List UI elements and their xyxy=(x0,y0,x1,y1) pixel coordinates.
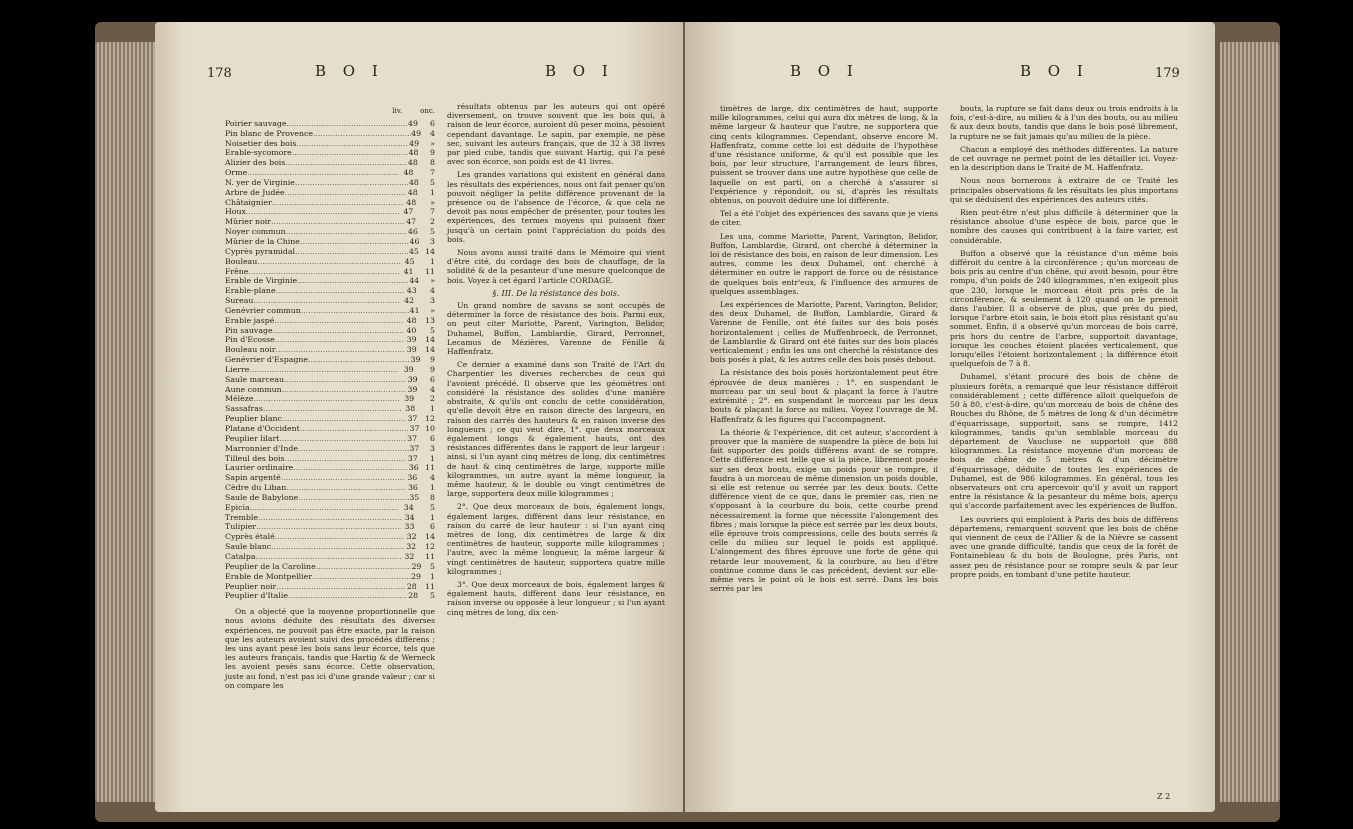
running-head: B O I xyxy=(1020,62,1089,80)
weight-livres: 44 xyxy=(409,276,420,286)
leader-dots xyxy=(296,139,408,149)
weight-onces: 13 xyxy=(425,315,435,325)
weight-livres: 46 xyxy=(409,236,420,246)
leader-dots xyxy=(275,532,405,542)
weight-onces: 1 xyxy=(430,404,435,414)
col-header-liv: liv. xyxy=(392,107,403,115)
tree-name: Pin sauvage xyxy=(225,325,273,335)
weight-onces: 11 xyxy=(425,551,435,561)
weight-livres: 45 xyxy=(404,256,415,266)
weight-livres: 39 xyxy=(406,345,417,355)
weight-livres: 40 xyxy=(406,325,417,335)
tree-name: Frêne xyxy=(225,266,249,276)
paragraph: Chacun a employé des méthodes différentes. La nature de cet ouvrage ne permet point de les détailler ici. Voyez-en la description dans le Traité de M. Haffenfratz. xyxy=(950,144,1178,173)
table-row xyxy=(225,414,435,424)
right-page xyxy=(685,22,1215,812)
weight-livres: 48 xyxy=(407,187,418,197)
weight-livres: 34 xyxy=(403,502,414,512)
weight-livres: 48 xyxy=(408,148,419,158)
weight-onces: 14 xyxy=(425,532,435,542)
leader-dots xyxy=(271,217,404,227)
tree-name: Peuplier lilart xyxy=(225,433,280,443)
weight-livres: 48 xyxy=(408,177,419,187)
weight-livres: 36 xyxy=(407,473,418,483)
weight-livres: 48 xyxy=(403,168,414,178)
weight-livres: 32 xyxy=(404,551,415,561)
weight-onces: 5 xyxy=(430,325,435,335)
table-row xyxy=(225,552,435,562)
weight-livres: 46 xyxy=(407,227,418,237)
table-row xyxy=(225,247,435,257)
weight-onces: 5 xyxy=(430,227,435,237)
tree-name: Peuplier blanc xyxy=(225,414,282,424)
table-row xyxy=(225,335,435,345)
table-row xyxy=(225,385,435,395)
weight-livres: 49 xyxy=(411,128,422,138)
weight-onces: » xyxy=(430,305,435,315)
section-heading: §. III. De la résistance des bois. xyxy=(492,288,620,298)
table-row xyxy=(225,326,435,336)
weight-livres: 34 xyxy=(404,512,415,522)
table-row xyxy=(225,355,435,365)
tree-name: Cyprès étalé xyxy=(225,532,275,542)
leader-dots xyxy=(308,355,410,365)
table-row xyxy=(225,591,435,601)
table-row xyxy=(225,375,435,385)
table-row xyxy=(225,493,435,503)
weight-onces: 5 xyxy=(430,502,435,512)
tree-name: Tulipier xyxy=(225,522,257,532)
weight-onces: 4 xyxy=(430,473,435,483)
tree-name: Peuplier d'Italie xyxy=(225,591,288,601)
table-header xyxy=(225,107,435,117)
table-row xyxy=(225,542,435,552)
table-row xyxy=(225,365,435,375)
leader-dots xyxy=(279,434,405,444)
left-page-edges xyxy=(95,42,155,802)
weight-onces: 12 xyxy=(425,542,435,552)
tree-name: Mûrier noir xyxy=(225,217,271,227)
tree-name: Saule blanc xyxy=(225,542,272,552)
page-number: 179 xyxy=(1155,66,1180,81)
leader-dots xyxy=(284,375,406,385)
tree-name: Catalpa xyxy=(225,551,256,561)
weight-livres: 48 xyxy=(406,197,417,207)
table-row xyxy=(225,394,435,404)
table-row xyxy=(225,267,435,277)
leader-dots xyxy=(300,237,409,247)
weight-livres: 48 xyxy=(406,315,417,325)
tree-name: Erable de Montpellier xyxy=(225,571,312,581)
leader-dots xyxy=(286,483,406,493)
weight-livres: 43 xyxy=(406,286,417,296)
leader-dots xyxy=(300,424,409,434)
weight-onces: 3 xyxy=(430,296,435,306)
table-row xyxy=(225,572,435,582)
table-row xyxy=(225,562,435,572)
weight-livres: 37 xyxy=(407,414,418,424)
weight-onces: 6 xyxy=(430,433,435,443)
leader-dots xyxy=(263,404,402,414)
table-row xyxy=(225,227,435,237)
tree-name: Lierre xyxy=(225,364,250,374)
leader-dots xyxy=(272,198,404,208)
weight-onces: » xyxy=(430,276,435,286)
paragraph: On a objecté que la moyenne proportionnelle que nous avions déduite des résultats des diverses expériences, ne pouvoit pas être exacte, par la raison que les auteurs avoient suivi des procédés différens ; les uns ayant pesé les bois sans leur écorce, tels que les auteurs français, tandis que Hartig & de Werneck les avoient pesés sans écorce. Cette observation, juste au fond, n'est pas ici d'une grande valeur ; car si on compare les xyxy=(225,607,435,690)
leader-dots xyxy=(246,207,399,217)
signature-mark: Z 2 xyxy=(1157,792,1171,801)
paragraph: résultats obtenus par les auteurs qui ont opéré diversement, on trouve souvent que les bois qui, à raison de leur écorce, auroient dû peser moins, pèsoient cependant davantage. Le sapin, par exemple, ne pèse sec, suivant les auteurs français, que de 32 à 38 livres par pied cube, tandis que suivant Hartig, qui l'a pesé avec son écorce, son poids est de 41 livres. xyxy=(447,102,665,167)
table-row xyxy=(225,188,435,198)
tree-name: Sassafras xyxy=(225,404,263,414)
tree-name: Pin d'Ecosse xyxy=(225,335,275,345)
table-row xyxy=(225,168,435,178)
paragraph: bouts, la rupture se fait dans deux ou trois endroits à la fois, c'est-à-dire, au milieu & à l'un des bouts, ou au milieu & aux deux bouts, tandis que dans le bois posé librement, la rupture ne se fait jamais qu'au milieu de la pièce. xyxy=(950,104,1178,141)
paragraph: 3°. Que deux morceaux de bois, également larges & également hauts, diffèrent dans leur résistance, en raison inverse ou opposée à leur longueur ; si l'un ayant cinq mètres de long, dix cen- xyxy=(447,579,665,617)
weight-onces: 3 xyxy=(430,236,435,246)
paragraph: Les grandes variations qui existent en général dans les résultats des expériences, nous ont fait penser qu'on pouvoit négliger la petite différence provenant de la présence ou de l'absence de l'écorce, & que cela ne devoit pas nous empêcher de présenter, pour toutes les expériences, des termes moyens qui puissent fixer jusqu'à un certain point l'appréciation du poids des bois. xyxy=(447,170,665,244)
text-column xyxy=(950,104,1178,583)
table-row xyxy=(225,257,435,267)
leader-dots xyxy=(295,247,408,257)
weight-livres: 49 xyxy=(409,138,420,148)
weight-livres: 47 xyxy=(406,217,417,227)
table-row xyxy=(225,454,435,464)
table-body xyxy=(225,119,435,601)
leader-dots xyxy=(293,463,408,473)
tree-name: Cyprès pyramidal xyxy=(225,246,295,256)
paragraph: Duhamel, s'étant procuré des bois de chêne de plusieurs forêts, a remarqué que leur résistance différoit considérablement ; cette différence alloit quelquefois de 50 à 80, c'est-à-dire, qu'un morceau de bois de chêne des Bouches du Rhône, de 5 mètres de long & d'un décimètre d'équarrissage, supportoit, sans se rompre, 1412 kilogrammes, tandis qu'un semblable morceau du département de Vaucluse ne supportoit que 888 kilogrammes. La résistance moyenne d'un morceau de bois de chêne de 5 mètres & d'un décimètre d'équarrissage, déduite de toutes les expériences de Duhamel, est de 986 kilogrammes. En général, tous les observateurs ont cru apercevoir qu'il y avoit un rapport entre la résistance & la pesanteur du même bois, aperçu qui s'accorde parfaitement avec les expériences de Buffon. xyxy=(950,372,1178,511)
weight-onces: 8 xyxy=(430,158,435,168)
table-row xyxy=(225,148,435,158)
weight-onces: 7 xyxy=(430,207,435,217)
page-number: 178 xyxy=(207,66,232,81)
weight-onces: 1 xyxy=(430,571,435,581)
table-row xyxy=(225,582,435,592)
table-row xyxy=(225,434,435,444)
weight-onces: 11 xyxy=(425,266,435,276)
paragraph: Tel a été l'objet des expériences des savans que je viens de citer. xyxy=(710,209,938,228)
table-row xyxy=(225,158,435,168)
weight-livres: 32 xyxy=(406,532,417,542)
leader-dots xyxy=(276,345,405,355)
leader-dots xyxy=(297,276,408,286)
table-row xyxy=(225,178,435,188)
tree-name: Houx xyxy=(225,207,246,217)
weight-onces: 12 xyxy=(425,414,435,424)
table-row xyxy=(225,198,435,208)
open-book xyxy=(95,22,1280,822)
paragraph: Nous avons aussi traité dans le Mémoire qui vient d'être cité, du cordage des bois de chauffage, de la solidité & de la pesanteur d'une mesure quelconque de bois. Voyez à cet égard l'article CORDAGE. xyxy=(447,248,665,285)
weight-livres: 35 xyxy=(409,492,420,502)
table-row xyxy=(225,276,435,286)
tree-name: Mélèze xyxy=(225,394,254,404)
weight-livres: 41 xyxy=(403,266,414,276)
leader-dots xyxy=(250,503,400,513)
weight-onces: 1 xyxy=(430,483,435,493)
leader-dots xyxy=(276,286,405,296)
leader-dots xyxy=(271,542,403,552)
table-row xyxy=(225,139,435,149)
table-row xyxy=(225,306,435,316)
tree-name: Erable de Virginie xyxy=(225,276,298,286)
leader-dots xyxy=(256,522,401,532)
weight-livres: 28 xyxy=(406,581,417,591)
leader-dots xyxy=(312,572,411,582)
tree-name: Tremble xyxy=(225,512,259,522)
weight-onces: 1 xyxy=(430,453,435,463)
tree-name: Genévrier commun xyxy=(225,305,301,315)
leader-dots xyxy=(313,129,411,139)
leader-dots xyxy=(282,385,406,395)
table-row xyxy=(225,503,435,513)
running-head: B O I xyxy=(315,62,384,80)
weight-onces: » xyxy=(430,138,435,148)
text-column xyxy=(710,104,938,597)
col-header-onc: onc. xyxy=(420,107,435,115)
leader-dots xyxy=(298,444,409,454)
weight-livres: 39 xyxy=(403,364,414,374)
tree-name: N. yer de Virginie xyxy=(225,177,295,187)
table-row xyxy=(225,513,435,523)
table-row xyxy=(225,237,435,247)
weight-livres: 29 xyxy=(411,561,422,571)
weight-onces: » xyxy=(430,197,435,207)
leader-dots xyxy=(276,582,404,592)
leader-dots xyxy=(287,119,407,129)
leader-dots xyxy=(301,306,409,316)
table-row xyxy=(225,522,435,532)
weight-onces: 2 xyxy=(430,394,435,404)
tree-name: Châtaignier xyxy=(225,197,272,207)
weight-onces: 11 xyxy=(425,463,435,473)
weight-onces: 5 xyxy=(430,177,435,187)
weight-livres: 38 xyxy=(405,404,416,414)
paragraph: La résistance des bois posés horizontalement peut être éprouvée de deux manières : 1°. en suspendant le morceau par un seul bout & plaçant la force à l'autre extrémité ; 2°. en suspendant le morceau par les deux bouts & plaçant la force au milieu. Voyez l'ouvrage de M. Haffenfratz & les figures qui l'accompagnent. xyxy=(710,368,938,424)
weight-livres: 39 xyxy=(410,355,421,365)
weight-livres: 37 xyxy=(407,433,418,443)
paragraph: 2°. Que deux morceaux de bois, également longs, également larges, différent dans leur résistance, en raison du carré de leur hauteur : si l'un ayant cinq mètres de long, dix centimètres de large & dix centimètres de hauteur, supporte mille kilogrammes ; l'autre, avec la même longueur, la même largeur & vingt centimètres de hauteur, supportera quatre mille kilogrammes ; xyxy=(447,502,665,576)
paragraph: Les expériences de Mariotte, Parent, Varington, Belidor, des deux Duhamel, de Buffon, Lamblardie, Girard & Varenne de Fenille, ont été faites sur des bois posés horizontalement ; celles de Muffenbroeck, de Perronnet, de Lamblardie & Girard ont été faites sur des bois placés verticalement ; enfin les uns ont cherché la résistance des bois posés à plat, & les autres celle des bois posés debout. xyxy=(710,300,938,365)
tree-name: Pin blanc de Provence xyxy=(225,128,314,138)
leader-dots xyxy=(316,562,412,572)
tree-name: Peuplier noir xyxy=(225,581,277,591)
tree-name: Aune commun xyxy=(225,384,282,394)
leader-dots xyxy=(253,394,400,404)
weight-livres: 33 xyxy=(404,522,415,532)
weight-livres: 47 xyxy=(403,207,414,217)
leader-dots xyxy=(247,168,399,178)
leader-dots xyxy=(258,513,401,523)
tree-name: Cèdre du Liban xyxy=(225,483,287,493)
weight-onces: 1 xyxy=(430,187,435,197)
leader-dots xyxy=(257,257,401,267)
tree-name: Orme xyxy=(225,168,248,178)
weight-livres: 37 xyxy=(409,424,420,433)
tree-name: Sapin argenté xyxy=(225,473,281,483)
paragraph: Buffon a observé que la résistance d'un même bois différoit du centre à la circonférence ; qu'un morceau de bois pris au centre d'un chêne, qui avoit besoin, pour être rompu, d'un poids de 240 kilogrammes, n'en exigeoit plus que 230, lorsque le morceau étoit pris près de la circonférence, & seulement à 120 quand on le prenoit dans l'aubier. Il a observé de plus, que près du pied, lorsque l'arbre étoit sain, le bois étoit plus résistant qu'au sommet. Enfin, il a observé qu'un morceau de bois carré, pris hors du centre de l'arbre, supportoit davantage, lorsque les couches étoient placées verticalement, que lorsqu'elles l'étoient horizontalement ; la différence étoit quelquefois de 7 à 8. xyxy=(950,248,1178,369)
tree-name: Saule marceau xyxy=(225,374,285,384)
weight-onces: 6 xyxy=(430,522,435,532)
text-column xyxy=(225,607,435,690)
weight-livres: 49 xyxy=(407,118,418,128)
table-row xyxy=(225,444,435,454)
leader-dots xyxy=(273,326,404,336)
table-row xyxy=(225,404,435,414)
weight-onces: 9 xyxy=(430,355,435,365)
leader-dots xyxy=(295,178,408,188)
paragraph: Les ouvriers qui emploient à Paris des bois de différens départemens, remarquent souvent que les bois de chêne qui viennent de ceux de l'Allier & de la Nièvre se cassent avec une grande difficulté, tandis que ceux de la forêt de Fontainebleau & du bois de Boulogne, près Paris, ont assez peu de résistance pour se rompre seuls & par leur propre poids, en tombant d'une petite hauteur. xyxy=(950,514,1178,579)
weight-onces: 4 xyxy=(430,128,435,138)
weight-onces: 10 xyxy=(425,424,435,433)
table-row xyxy=(225,296,435,306)
weight-onces: 4 xyxy=(430,286,435,296)
tree-name: Genévrier d'Espagne xyxy=(225,355,309,365)
table-row xyxy=(225,532,435,542)
tree-name: Alizier des bois xyxy=(225,158,286,168)
table-row xyxy=(225,217,435,227)
weight-onces: 9 xyxy=(430,148,435,158)
table-row xyxy=(225,286,435,296)
weight-livres: 37 xyxy=(409,443,420,453)
weight-onces: 1 xyxy=(430,256,435,266)
leader-dots xyxy=(285,454,407,464)
leader-dots xyxy=(249,365,399,375)
weight-livres: 29 xyxy=(410,571,421,581)
weight-onces: 8 xyxy=(430,492,435,502)
weight-onces: 5 xyxy=(430,561,435,571)
weight-livres: 39 xyxy=(406,335,417,345)
weight-onces: 6 xyxy=(430,374,435,384)
running-head: B O I xyxy=(545,62,614,80)
paragraph: Rien peut-être n'est plus difficile à déterminer que la résistance absolue d'une espèce de bois, parce que le nombre des causes qui contribuent à la faire varier, est considérable. xyxy=(950,208,1178,245)
tree-name: Laurier ordinaire xyxy=(225,463,294,473)
tree-name: Tilleul des bois xyxy=(225,453,285,463)
tree-name: Saule de Babylone xyxy=(225,492,299,502)
right-page-edges xyxy=(1220,42,1280,802)
weight-onces: 14 xyxy=(425,246,435,256)
tree-name: Erable jaspé xyxy=(225,315,275,325)
leader-dots xyxy=(248,267,399,277)
weight-onces: 14 xyxy=(425,345,435,355)
paragraph: timètres de large, dix centimètres de haut, supporte mille kilogrammes, celui qui aura dix mètres de long, & la même largeur & hauteur que l'autre, ne supportera que cinq cents kilogrammes. Cependant, observe encore M. Haffenfratz, comme cette loi est déduite de l'hypothèse d'une résistance uniforme, & qu'il est possible que les bois, par leur structure, l'arrangement de leurs fibres, puissent se trouver dans une autre hypothèse que celle de laquelle on est parti, on a cherché à s'assurer si l'expérience y répondoit, ou si, d'après les résultats obtenus, on pouvoit déduire une loi différente. xyxy=(710,104,938,206)
weight-livres: 45 xyxy=(408,246,419,256)
weight-livres: 41 xyxy=(409,305,420,315)
weight-livres: 39 xyxy=(407,384,418,394)
weight-livres: 39 xyxy=(407,374,418,384)
leader-dots xyxy=(281,473,406,483)
paragraph: Un grand nombre de savans se sont occupés de déterminer la force de résistance des bois. Parmi eux, on peut citer Mariotte, Parent, Varington, Belidor, Duhamel, Buffon, Lamblardie, Girard, Perronnet, Lecamus de Mézières, Varenne de Fénille & Haffenfratz. xyxy=(447,301,665,357)
paragraph: Les uns, comme Mariotte, Parent, Varington, Belidor, Buffon, Lamblardie, Girard, ont cherché à déterminer la loi de résistance des bois, en raison de leur dimension. Les autres, comme les deux Duhamel, ont cherché à déterminer en outre le rapport de force ou de résistance de quelques bois entr'eux, & l'influence des armures de quelques assemblages. xyxy=(710,231,938,296)
leader-dots xyxy=(298,493,409,503)
weight-onces: 3 xyxy=(430,443,435,453)
paragraph: Ce dernier a examiné dans son Traité de l'Art du Charpentier les diverses recherches de ceux qui l'avoient précédé. Il observe que les géomètres ont considéré la résistance des solides d'une manière abstraite, & qu'ils ont conclu de cette considération, qu'elle devoit être en raison directe des largeurs, en raison des carrés des hauteurs & en raison inverse des longueurs ; ce qui veut dire, 1°. que deux morceaux également longs & également hauts, ont des résistances différentes dans le rapport de leur largeur : ainsi, si l'un ayant cinq mètres de long, dix centimètres de haut & cinq centimètres de large, supporte mille kilogrammes, un autre ayant la même longueur, la même hauteur, & le double ou vingt centimètres de large, supportera deux mille kilogrammes ; xyxy=(447,360,665,499)
table-row xyxy=(225,207,435,217)
tree-name: Platane d'Occident xyxy=(225,424,300,433)
weight-livres: 48 xyxy=(407,158,418,168)
weight-livres: 36 xyxy=(408,463,419,473)
tree-name: Arbre de Judée xyxy=(225,187,285,197)
tree-name: Erable-sycomore xyxy=(225,148,292,158)
tree-name: Bouleau xyxy=(225,256,258,266)
paragraph: Nous nous bornerons à extraire de ce Traité les principales observations & les résultats les plus importans qui se déduisent des expériences des auteurs cités. xyxy=(950,176,1178,204)
leader-dots xyxy=(286,227,407,237)
leader-dots xyxy=(275,335,405,345)
table-row xyxy=(225,483,435,493)
tree-name: Noisetier des bois xyxy=(225,138,297,148)
tree-weight-table xyxy=(225,107,435,688)
weight-onces: 2 xyxy=(430,217,435,227)
tree-name: Poirier sauvage xyxy=(225,118,287,128)
paragraph: La théorie & l'expérience, dit cet auteur, s'accordent à prouver que la manière de suspendre la pièce de bois lui fait supporter des poids différens avant de se rompre. Cette différence est telle que si la pièce, librement posée sur ses deux bouts, exige un poids pour se rompre, il faudra à un morceau de même dimension un poids double, si elle est retenue ou serrée par les deux bouts. Cette différence vient de ce que, dans le premier cas, rien ne s'opposant à la courbure du bois, cette courbe prend nécessairement la forme que nécessite l'alongement des fibres ; mais lorsque la pièce est serrée par les deux bouts, elle éprouve trois compressions, celle des bouts serrés & celle du milieu sur lequel le poids est appliqué. L'alongement des fibres éprouve une forte de gêne qui retarde leur mouvement, & la courbure, au lieu d'être continue comme dans le cas précédent, devient sur elle-même vers le point où le bois est serré. Dans les bois serrés par les xyxy=(710,427,938,594)
running-head: B O I xyxy=(790,62,859,80)
tree-name: Sureau xyxy=(225,296,254,306)
table-row xyxy=(225,463,435,473)
weight-onces: 4 xyxy=(430,384,435,394)
text-column xyxy=(447,102,665,621)
table-row xyxy=(225,129,435,139)
leader-dots xyxy=(288,591,407,601)
weight-onces: 6 xyxy=(430,118,435,128)
table-row xyxy=(225,424,435,434)
tree-name: Mûrier de la Chine xyxy=(225,236,300,246)
weight-livres: 32 xyxy=(406,542,417,552)
leader-dots xyxy=(292,148,408,158)
leader-dots xyxy=(253,296,400,306)
weight-onces: 7 xyxy=(430,168,435,178)
weight-onces: 1 xyxy=(430,512,435,522)
tree-name: Bouleau noir xyxy=(225,345,276,355)
weight-livres: 28 xyxy=(408,591,419,601)
leader-dots xyxy=(285,158,406,168)
leader-dots xyxy=(282,414,406,424)
table-row xyxy=(225,119,435,129)
tree-name: Epicia xyxy=(225,502,250,512)
weight-livres: 37 xyxy=(407,453,418,463)
weight-onces: 5 xyxy=(430,591,435,601)
weight-onces: 9 xyxy=(430,364,435,374)
table-row xyxy=(225,345,435,355)
table-row xyxy=(225,473,435,483)
weight-livres: 36 xyxy=(407,483,418,493)
leader-dots xyxy=(256,552,401,562)
tree-name: Peuplier de la Caroline xyxy=(225,561,316,571)
left-page xyxy=(155,22,683,812)
leader-dots xyxy=(285,188,407,198)
weight-onces: 11 xyxy=(425,581,435,591)
tree-name: Marronnier d'Inde xyxy=(225,443,298,453)
leader-dots xyxy=(274,316,404,326)
weight-onces: 14 xyxy=(425,335,435,345)
tree-name: Noyer commun xyxy=(225,227,286,237)
weight-livres: 42 xyxy=(404,296,415,306)
weight-livres: 39 xyxy=(404,394,415,404)
table-row xyxy=(225,316,435,326)
tree-name: Erable-plane xyxy=(225,286,276,296)
